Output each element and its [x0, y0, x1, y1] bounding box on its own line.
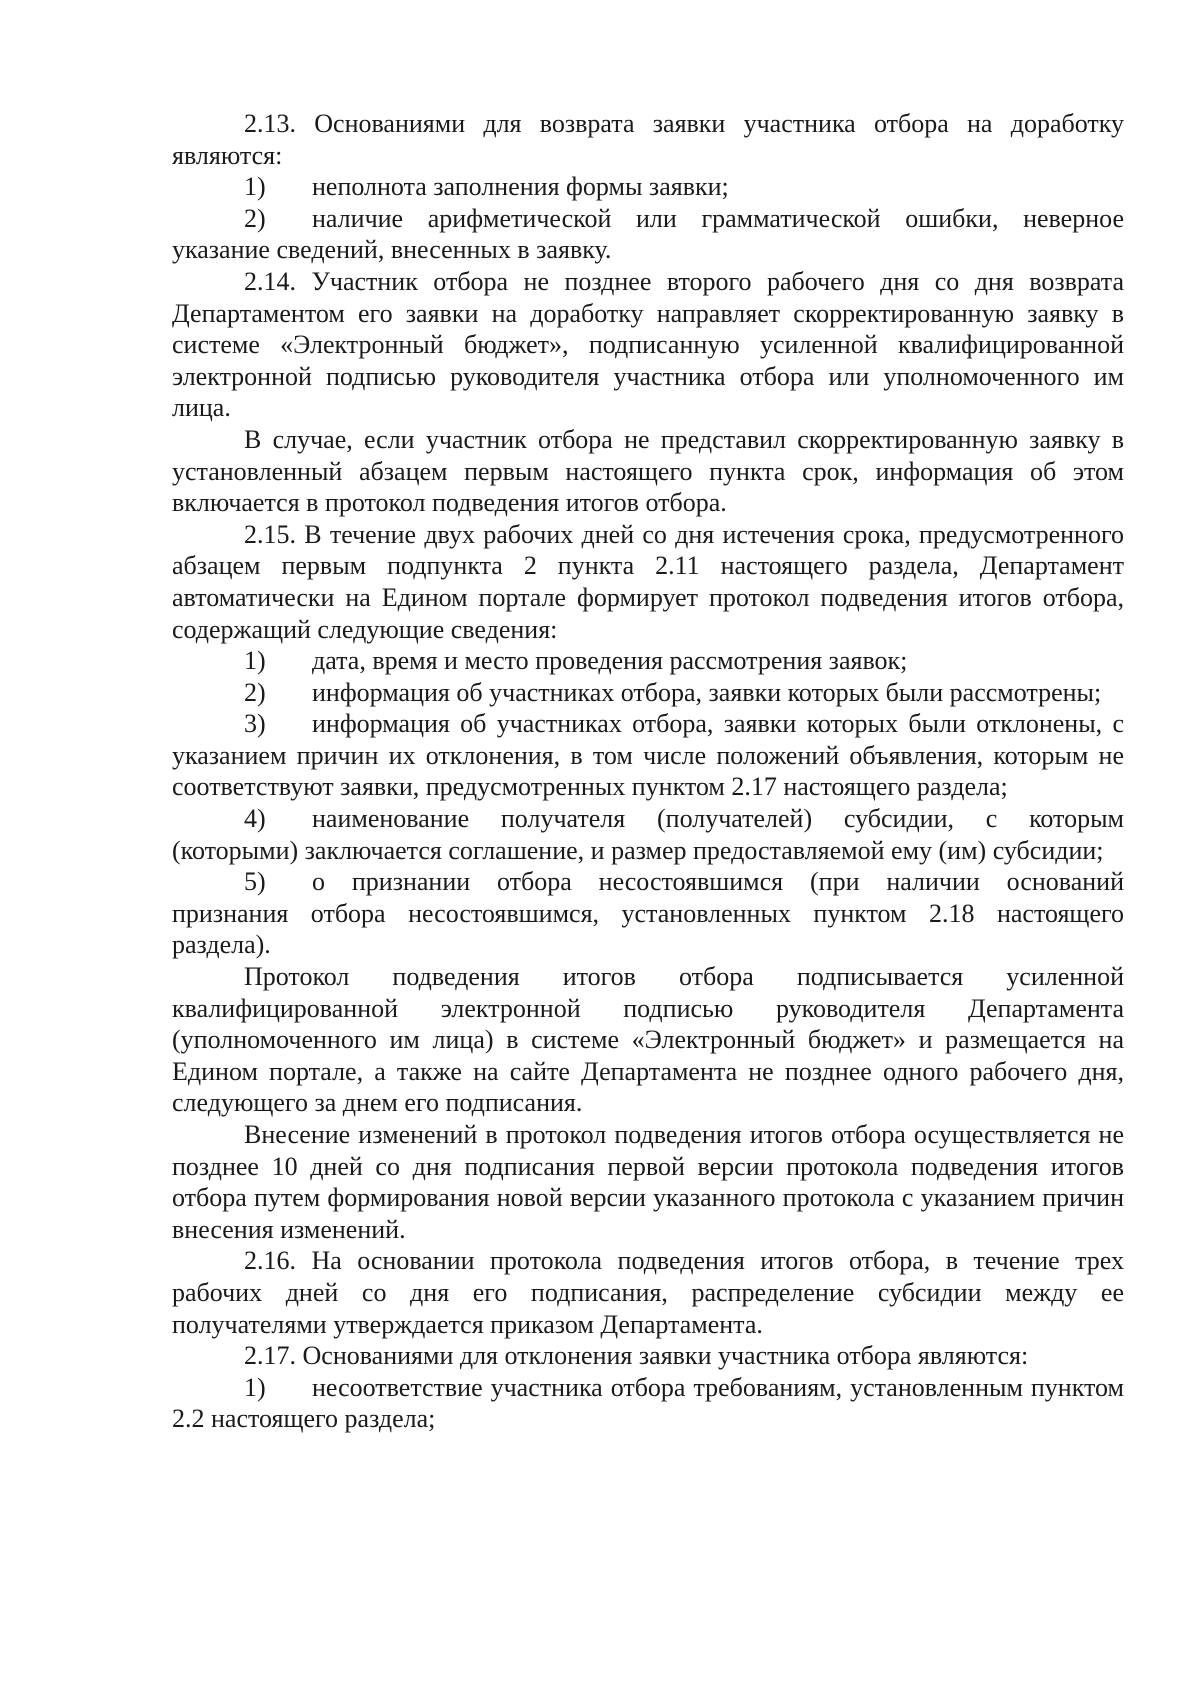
paragraph-2-15: 2.15. В течение двух рабочих дней со дня истечения срока, предусмотренного абзацем первым подпункта 2 пункта 2.11 настоящего раздела, Департамент автоматически на Едином портале формирует протокол подведения итогов отбора, содержащий следующие сведения: — [172, 519, 1124, 644]
list-item — [172, 866, 1124, 961]
list-item-text: информация об участниках отбора, заявки которых были отклонены, с указанием причин их отклонения, в том числе положений объявления, которым не соответствуют заявки, предусмотренных пунктом 2.17 настоящего раздела; — [172, 709, 1124, 802]
paragraph-2-17: 2.17. Основаниями для отклонения заявки участника отбора являются: — [244, 1341, 1029, 1371]
paragraph-2-13: 2.13. Основаниями для возврата заявки участника отбора на доработку являются: — [172, 109, 1124, 170]
paragraph: В случае, если участник отбора не представил скорректированную заявку в установленный абзацем первым настоящего пункта срок, информация об этом включается в протокол подведения итогов отбора. — [172, 424, 1124, 518]
list-item-number: 5) — [244, 867, 266, 897]
list-item-number: 1) — [244, 646, 266, 676]
list-item-number: 2) — [244, 203, 266, 233]
list-item-text: информация об участниках отбора, заявки которых были рассмотрены; — [312, 677, 1102, 707]
paragraph: Внесение изменений в протокол подведения итогов отбора осуществляется не позднее 10 дней со дня подписания первой версии протокола подведения итогов отбора путем формирования новой версии указанного протокола с указанием причин внесения изменений. — [172, 1120, 1124, 1244]
list-item — [172, 803, 1124, 866]
paragraph-2-14: 2.14. Участник отбора не позднее второго рабочего дня со дня возврата Департаментом его заявки на доработку направляет скорректированную заявку в системе «Электронный бюджет», подписанную усиленной квалифицированной электронной подписью руководителя участника отбора или уполномоченного им лица. — [172, 266, 1124, 423]
list-item — [172, 203, 1124, 266]
list-item-text: наименование получателя (получателей) субсидии, с которым (которыми) заключается соглашение, и размер предоставляемой ему (им) субсидии; — [172, 804, 1124, 865]
list-item-text: о признании отбора несостоявшимся (при наличии оснований признания отбора несостоявшимся, установленных пунктом 2.18 настоящего раздела). — [172, 867, 1124, 960]
list-item — [172, 677, 1124, 709]
list-item-text: дата, время и место проведения рассмотрения заявок; — [312, 646, 908, 676]
list-item — [172, 645, 1124, 677]
list-item-number: 1) — [244, 172, 266, 202]
paragraph: Протокол подведения итогов отбора подписывается усиленной квалифицированной электронной подписью руководителя Департамента (уполномоченного им лица) в системе «Электронный бюджет» и размещается на Едином портале, а также на сайте Департамента не позднее одного рабочего дня, следующего за днем его подписания. — [172, 962, 1124, 1118]
list-item — [172, 1372, 1124, 1435]
list-item — [172, 171, 1124, 203]
list-item-text: неполнота заполнения формы заявки; — [312, 172, 729, 202]
list-item-number: 4) — [244, 804, 266, 834]
list-item-number: 2) — [244, 677, 266, 707]
list-item-text: наличие арифметической или грамматической ошибки, неверное указание сведений, внесенных в заявку. — [172, 203, 1124, 265]
list-item-number: 1) — [244, 1372, 266, 1402]
list-item-number: 3) — [244, 709, 266, 739]
list-item-text: несоответствие участника отбора требованиям, установленным пунктом 2.2 настоящего раздела; — [172, 1372, 1124, 1434]
list-item — [172, 708, 1124, 803]
paragraph-2-16: 2.16. На основании протокола подведения итогов отбора, в течение трех рабочих дней со дня его подписания, распределение субсидии между ее получателями утверждается приказом Департамента. — [172, 1246, 1124, 1339]
